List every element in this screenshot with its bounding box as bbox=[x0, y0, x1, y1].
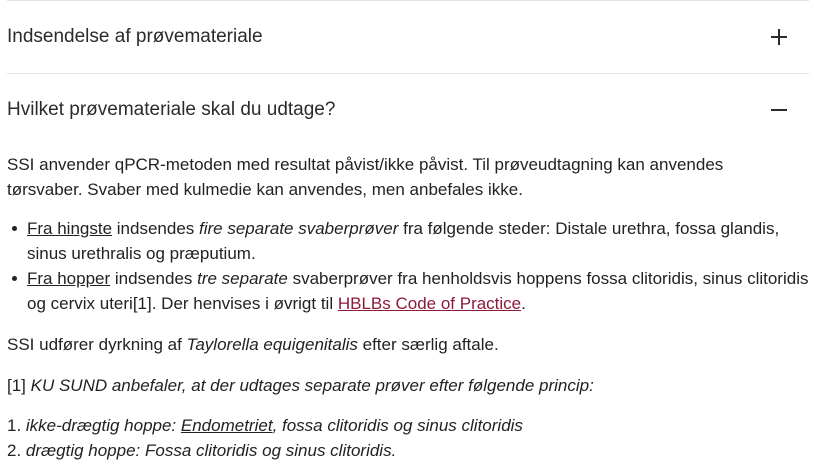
plus-icon[interactable] bbox=[767, 25, 791, 49]
stallion-link[interactable]: Fra hingste bbox=[27, 219, 113, 238]
minus-icon[interactable] bbox=[767, 98, 791, 122]
accordion bbox=[7, 0, 809, 463]
mare-link[interactable]: Fra hopper bbox=[27, 269, 111, 288]
steps-list bbox=[7, 413, 809, 463]
footnote-paragraph: [1] KU SUND anbefaler, at der udtages separate prøver efter følgende princip: bbox=[7, 376, 594, 395]
sample-list bbox=[7, 216, 809, 316]
endometriet-link[interactable]: Endometriet bbox=[180, 416, 273, 435]
hblb-code-link[interactable]: HBLBs Code of Practice bbox=[337, 294, 522, 313]
list-item: 2. drægtig hoppe: Fossa clitoridis og sinus clitoridis. bbox=[7, 441, 397, 460]
list-item: Fra hopper indsendes tre separate svaberprøver fra henholdsvis hoppens fossa clitoridis, sinus clitoridis og cervix uteri[1]. Der henvises i øvrigt til HBLBs Code of Practice. bbox=[27, 266, 809, 316]
accordion-title: Indsendelse af prøvemateriale bbox=[7, 26, 263, 47]
accordion-header-provemateriale[interactable] bbox=[7, 74, 809, 146]
culture-paragraph: SSI udfører dyrkning af Taylorella equigenitalis efter særlig aftale. bbox=[7, 335, 499, 354]
list-item: Fra hingste indsendes fire separate svaberprøver fra følgende steder: Distale urethra, fossa glandis, sinus urethralis og præputium. bbox=[27, 216, 809, 266]
accordion-panel bbox=[7, 152, 809, 463]
accordion-header-indsendelse[interactable] bbox=[7, 1, 809, 73]
footnote-ref: [1] bbox=[7, 376, 31, 395]
accordion-title: Hvilket prøvemateriale skal du udtage? bbox=[7, 99, 336, 120]
intro-paragraph: SSI anvender qPCR-metoden med resultat påvist/ikke påvist. Til prøveudtagning kan anvendes tørsvaber. Svaber med kulmedie kan anvendes, men anbefales ikke. bbox=[7, 155, 724, 199]
list-item: 1. ikke-drægtig hoppe: Endometriet, fossa clitoridis og sinus clitoridis bbox=[7, 416, 523, 435]
